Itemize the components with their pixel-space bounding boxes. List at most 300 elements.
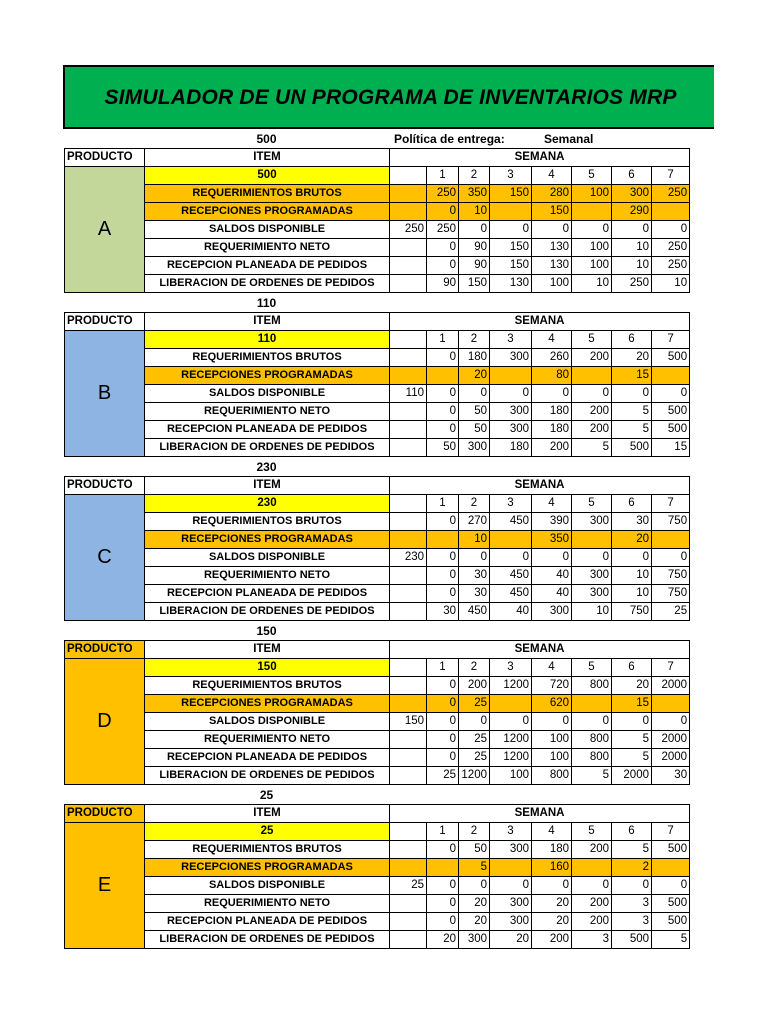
value-cell: 100 (532, 275, 572, 293)
value-cell: 25 (652, 603, 690, 621)
producto-header: PRODUCTO (65, 641, 145, 659)
value-cell: 0 (612, 385, 652, 403)
value-cell: 0 (612, 549, 652, 567)
value-cell: 180 (532, 841, 572, 859)
data-row (65, 677, 690, 695)
row-label: REQUERIMIENTOS BRUTOS (145, 677, 390, 695)
value-cell: 5 (612, 731, 652, 749)
item-row (65, 167, 690, 185)
value-cell: 500 (652, 841, 690, 859)
initial-stock: 500 (256, 132, 277, 146)
value-cell: 0 (427, 239, 459, 257)
value-cell: 160 (532, 859, 572, 877)
value-cell: 0 (652, 713, 690, 731)
value-cell: 0 (427, 877, 459, 895)
value-cell: 450 (490, 585, 532, 603)
value-cell: 130 (532, 239, 572, 257)
value-cell: 250 (652, 239, 690, 257)
value-cell: 5 (652, 931, 690, 949)
value-cell (572, 695, 612, 713)
data-row (65, 731, 690, 749)
data-row (65, 421, 690, 439)
value-cell: 300 (459, 439, 490, 457)
item-row (65, 659, 690, 677)
row-label: SALDOS DISPONIBLE (145, 877, 390, 895)
data-row (65, 713, 690, 731)
data-row (65, 349, 690, 367)
data-row (65, 767, 690, 785)
value-cell: 50 (459, 403, 490, 421)
value-cell: 100 (532, 749, 572, 767)
value-cell: 50 (427, 439, 459, 457)
value-cell: 20 (459, 895, 490, 913)
value-cell: 40 (532, 585, 572, 603)
week-1: 1 (427, 495, 459, 513)
week-1: 1 (427, 331, 459, 349)
initial-cell (390, 531, 427, 549)
value-cell (427, 531, 459, 549)
stock-line (64, 458, 672, 476)
value-cell: 200 (572, 349, 612, 367)
value-cell: 2000 (652, 749, 690, 767)
product-letter: A (65, 167, 145, 293)
value-cell (572, 203, 612, 221)
value-cell: 5 (612, 421, 652, 439)
product-block-e (64, 786, 688, 949)
value-cell: 250 (427, 221, 459, 239)
value-cell: 130 (532, 257, 572, 275)
value-cell: 0 (427, 567, 459, 585)
product-letter: D (65, 659, 145, 785)
value-cell: 150 (459, 275, 490, 293)
data-row (65, 275, 690, 293)
initial-stock: 150 (256, 624, 277, 638)
value-cell: 0 (532, 385, 572, 403)
value-cell: 0 (532, 549, 572, 567)
row-label: SALDOS DISPONIBLE (145, 221, 390, 239)
week-3: 3 (490, 331, 532, 349)
item-row (65, 331, 690, 349)
value-cell: 350 (459, 185, 490, 203)
value-cell: 720 (532, 677, 572, 695)
week-6: 6 (612, 495, 652, 513)
item-header: ITEM (145, 477, 390, 495)
value-cell: 10 (612, 585, 652, 603)
value-cell: 5 (612, 841, 652, 859)
week-3: 3 (490, 823, 532, 841)
value-cell: 0 (427, 731, 459, 749)
value-cell: 180 (459, 349, 490, 367)
week-4: 4 (532, 495, 572, 513)
initial-cell (390, 585, 427, 603)
stock-line (64, 622, 672, 640)
value-cell: 0 (427, 385, 459, 403)
initial-cell (390, 677, 427, 695)
week-4: 4 (532, 659, 572, 677)
value-cell: 25 (427, 767, 459, 785)
value-cell: 0 (427, 203, 459, 221)
data-row (65, 567, 690, 585)
mrp-table-a (64, 148, 690, 293)
value-cell: 0 (490, 385, 532, 403)
stock-line (64, 294, 672, 312)
data-row (65, 531, 690, 549)
value-cell: 2 (612, 859, 652, 877)
value-cell: 10 (572, 603, 612, 621)
week-3: 3 (490, 495, 532, 513)
initial-cell (390, 421, 427, 439)
value-cell: 130 (490, 275, 532, 293)
data-row (65, 185, 690, 203)
value-cell: 0 (427, 403, 459, 421)
value-cell: 15 (612, 367, 652, 385)
data-row (65, 913, 690, 931)
value-cell: 2000 (652, 677, 690, 695)
value-cell (427, 859, 459, 877)
value-cell: 0 (652, 221, 690, 239)
row-label: RECEPCIONES PROGRAMADAS (145, 695, 390, 713)
data-row (65, 439, 690, 457)
value-cell: 0 (652, 549, 690, 567)
initial-stock: 25 (259, 788, 274, 802)
value-cell: 5 (612, 749, 652, 767)
blank-cell (390, 659, 427, 677)
value-cell: 30 (652, 767, 690, 785)
value-cell: 180 (490, 439, 532, 457)
item-header: ITEM (145, 805, 390, 823)
value-cell: 300 (532, 603, 572, 621)
value-cell: 40 (490, 603, 532, 621)
week-6: 6 (612, 823, 652, 841)
row-label: LIBERACION DE ORDENES DE PEDIDOS (145, 931, 390, 949)
value-cell: 0 (490, 549, 532, 567)
value-cell: 100 (572, 185, 612, 203)
value-cell: 1200 (490, 731, 532, 749)
value-cell: 800 (572, 677, 612, 695)
value-cell: 10 (572, 275, 612, 293)
value-cell: 300 (572, 513, 612, 531)
value-cell: 350 (532, 531, 572, 549)
product-letter: E (65, 823, 145, 949)
initial-cell (390, 931, 427, 949)
value-cell: 0 (612, 713, 652, 731)
row-label: LIBERACION DE ORDENES DE PEDIDOS (145, 439, 390, 457)
value-cell: 0 (572, 549, 612, 567)
value-cell: 0 (427, 513, 459, 531)
week-7: 7 (652, 659, 690, 677)
value-cell: 250 (652, 185, 690, 203)
value-cell: 500 (652, 349, 690, 367)
row-label: SALDOS DISPONIBLE (145, 713, 390, 731)
value-cell: 500 (652, 913, 690, 931)
value-cell: 250 (427, 185, 459, 203)
value-cell: 0 (459, 713, 490, 731)
value-cell: 15 (612, 695, 652, 713)
data-row (65, 513, 690, 531)
row-label: SALDOS DISPONIBLE (145, 385, 390, 403)
value-cell: 250 (612, 275, 652, 293)
value-cell: 20 (490, 931, 532, 949)
value-cell: 0 (572, 713, 612, 731)
value-cell: 800 (572, 731, 612, 749)
value-cell: 40 (532, 567, 572, 585)
value-cell: 0 (572, 877, 612, 895)
initial-cell (390, 749, 427, 767)
initial-cell (390, 731, 427, 749)
data-row (65, 877, 690, 895)
row-label: RECEPCION PLANEADA DE PEDIDOS (145, 257, 390, 275)
value-cell: 300 (490, 895, 532, 913)
value-cell: 2000 (612, 767, 652, 785)
initial-cell (390, 275, 427, 293)
value-cell (652, 531, 690, 549)
item-row (65, 823, 690, 841)
value-cell: 200 (572, 841, 612, 859)
mrp-table-c (64, 476, 690, 621)
value-cell: 50 (459, 841, 490, 859)
producto-header: PRODUCTO (65, 477, 145, 495)
value-cell: 0 (532, 221, 572, 239)
product-block-b (64, 294, 688, 457)
week-1: 1 (427, 659, 459, 677)
initial-cell (390, 185, 427, 203)
value-cell: 150 (490, 239, 532, 257)
value-cell: 450 (490, 513, 532, 531)
value-cell: 0 (427, 257, 459, 275)
value-cell: 10 (459, 203, 490, 221)
row-label: REQUERIMIENTO NETO (145, 895, 390, 913)
value-cell: 3 (612, 895, 652, 913)
initial-cell (390, 913, 427, 931)
value-cell: 0 (427, 895, 459, 913)
product-block-a (64, 130, 688, 293)
initial-cell (390, 859, 427, 877)
data-row (65, 695, 690, 713)
week-5: 5 (572, 167, 612, 185)
value-cell: 0 (427, 349, 459, 367)
value-cell: 10 (612, 257, 652, 275)
initial-cell (390, 439, 427, 457)
value-cell: 15 (652, 439, 690, 457)
value-cell: 300 (572, 567, 612, 585)
item-code: 150 (145, 659, 390, 677)
value-cell: 20 (532, 913, 572, 931)
value-cell: 180 (532, 403, 572, 421)
initial-cell: 110 (390, 385, 427, 403)
value-cell: 0 (427, 713, 459, 731)
initial-cell: 150 (390, 713, 427, 731)
value-cell: 0 (490, 221, 532, 239)
policy-label: Política de entrega: (394, 132, 505, 146)
value-cell (490, 367, 532, 385)
value-cell: 0 (572, 221, 612, 239)
value-cell: 500 (652, 421, 690, 439)
value-cell: 150 (490, 257, 532, 275)
semana-header: SEMANA (390, 477, 690, 495)
value-cell: 50 (459, 421, 490, 439)
blank-cell (390, 331, 427, 349)
value-cell: 0 (459, 385, 490, 403)
value-cell: 200 (459, 677, 490, 695)
data-row (65, 549, 690, 567)
value-cell: 0 (532, 877, 572, 895)
value-cell (572, 367, 612, 385)
value-cell (572, 859, 612, 877)
data-row (65, 841, 690, 859)
value-cell: 0 (427, 421, 459, 439)
value-cell: 300 (612, 185, 652, 203)
value-cell: 100 (490, 767, 532, 785)
mrp-table-d (64, 640, 690, 785)
value-cell: 200 (532, 931, 572, 949)
item-code: 25 (145, 823, 390, 841)
week-2: 2 (459, 167, 490, 185)
value-cell: 0 (652, 385, 690, 403)
value-cell: 90 (427, 275, 459, 293)
value-cell: 0 (427, 913, 459, 931)
semana-header: SEMANA (390, 149, 690, 167)
week-4: 4 (532, 331, 572, 349)
value-cell: 200 (572, 403, 612, 421)
value-cell: 5 (612, 403, 652, 421)
value-cell: 0 (427, 695, 459, 713)
row-label: LIBERACION DE ORDENES DE PEDIDOS (145, 603, 390, 621)
value-cell: 0 (459, 549, 490, 567)
value-cell: 750 (652, 513, 690, 531)
week-5: 5 (572, 659, 612, 677)
product-block-c (64, 458, 688, 621)
value-cell: 0 (490, 713, 532, 731)
value-cell: 450 (490, 567, 532, 585)
value-cell (490, 859, 532, 877)
initial-stock: 110 (256, 296, 277, 310)
producto-header: PRODUCTO (65, 805, 145, 823)
value-cell: 10 (612, 567, 652, 585)
week-1: 1 (427, 167, 459, 185)
week-5: 5 (572, 331, 612, 349)
initial-stock: 230 (256, 460, 277, 474)
value-cell (652, 859, 690, 877)
week-7: 7 (652, 331, 690, 349)
initial-cell (390, 603, 427, 621)
value-cell: 20 (612, 349, 652, 367)
value-cell: 300 (490, 421, 532, 439)
header-row (65, 149, 690, 167)
value-cell: 500 (652, 895, 690, 913)
initial-cell (390, 367, 427, 385)
initial-cell (390, 403, 427, 421)
title-banner (63, 65, 714, 129)
row-label: REQUERIMIENTOS BRUTOS (145, 185, 390, 203)
product-letter: C (65, 495, 145, 621)
value-cell: 25 (459, 749, 490, 767)
producto-header: PRODUCTO (65, 149, 145, 167)
data-row (65, 385, 690, 403)
week-3: 3 (490, 167, 532, 185)
value-cell (652, 695, 690, 713)
value-cell: 270 (459, 513, 490, 531)
data-row (65, 403, 690, 421)
blank-cell (390, 167, 427, 185)
value-cell: 0 (459, 221, 490, 239)
value-cell: 90 (459, 257, 490, 275)
week-5: 5 (572, 823, 612, 841)
value-cell (652, 203, 690, 221)
value-cell: 100 (532, 731, 572, 749)
semana-header: SEMANA (390, 313, 690, 331)
value-cell: 0 (427, 677, 459, 695)
week-6: 6 (612, 659, 652, 677)
value-cell: 5 (572, 439, 612, 457)
value-cell: 0 (459, 877, 490, 895)
data-row (65, 859, 690, 877)
stock-line (64, 786, 672, 804)
value-cell: 30 (427, 603, 459, 621)
value-cell: 500 (612, 931, 652, 949)
value-cell: 1200 (490, 677, 532, 695)
value-cell: 20 (612, 677, 652, 695)
stock-line (64, 130, 672, 148)
row-label: RECEPCION PLANEADA DE PEDIDOS (145, 585, 390, 603)
value-cell: 5 (572, 767, 612, 785)
value-cell: 300 (490, 841, 532, 859)
value-cell: 0 (612, 221, 652, 239)
value-cell: 80 (532, 367, 572, 385)
value-cell: 450 (459, 603, 490, 621)
value-cell: 0 (532, 713, 572, 731)
week-1: 1 (427, 823, 459, 841)
policy-value: Semanal (544, 132, 594, 146)
week-6: 6 (612, 331, 652, 349)
data-row (65, 895, 690, 913)
value-cell: 0 (652, 877, 690, 895)
row-label: RECEPCION PLANEADA DE PEDIDOS (145, 913, 390, 931)
value-cell: 0 (427, 749, 459, 767)
mrp-table-b (64, 312, 690, 457)
row-label: SALDOS DISPONIBLE (145, 549, 390, 567)
value-cell: 30 (459, 567, 490, 585)
value-cell: 800 (532, 767, 572, 785)
week-6: 6 (612, 167, 652, 185)
row-label: REQUERIMIENTO NETO (145, 731, 390, 749)
value-cell: 200 (532, 439, 572, 457)
week-2: 2 (459, 495, 490, 513)
header-row (65, 805, 690, 823)
value-cell (490, 203, 532, 221)
value-cell: 90 (459, 239, 490, 257)
blank-cell (390, 495, 427, 513)
initial-cell: 230 (390, 549, 427, 567)
value-cell: 250 (652, 257, 690, 275)
data-row (65, 603, 690, 621)
value-cell: 800 (572, 749, 612, 767)
value-cell: 2000 (652, 731, 690, 749)
initial-cell: 25 (390, 877, 427, 895)
row-label: RECEPCIONES PROGRAMADAS (145, 531, 390, 549)
initial-cell (390, 695, 427, 713)
week-4: 4 (532, 167, 572, 185)
item-header: ITEM (145, 149, 390, 167)
row-label: REQUERIMIENTO NETO (145, 239, 390, 257)
value-cell (427, 367, 459, 385)
value-cell: 10 (459, 531, 490, 549)
initial-cell (390, 841, 427, 859)
data-row (65, 257, 690, 275)
value-cell: 750 (652, 585, 690, 603)
value-cell: 100 (572, 239, 612, 257)
row-label: REQUERIMIENTOS BRUTOS (145, 841, 390, 859)
data-row (65, 367, 690, 385)
